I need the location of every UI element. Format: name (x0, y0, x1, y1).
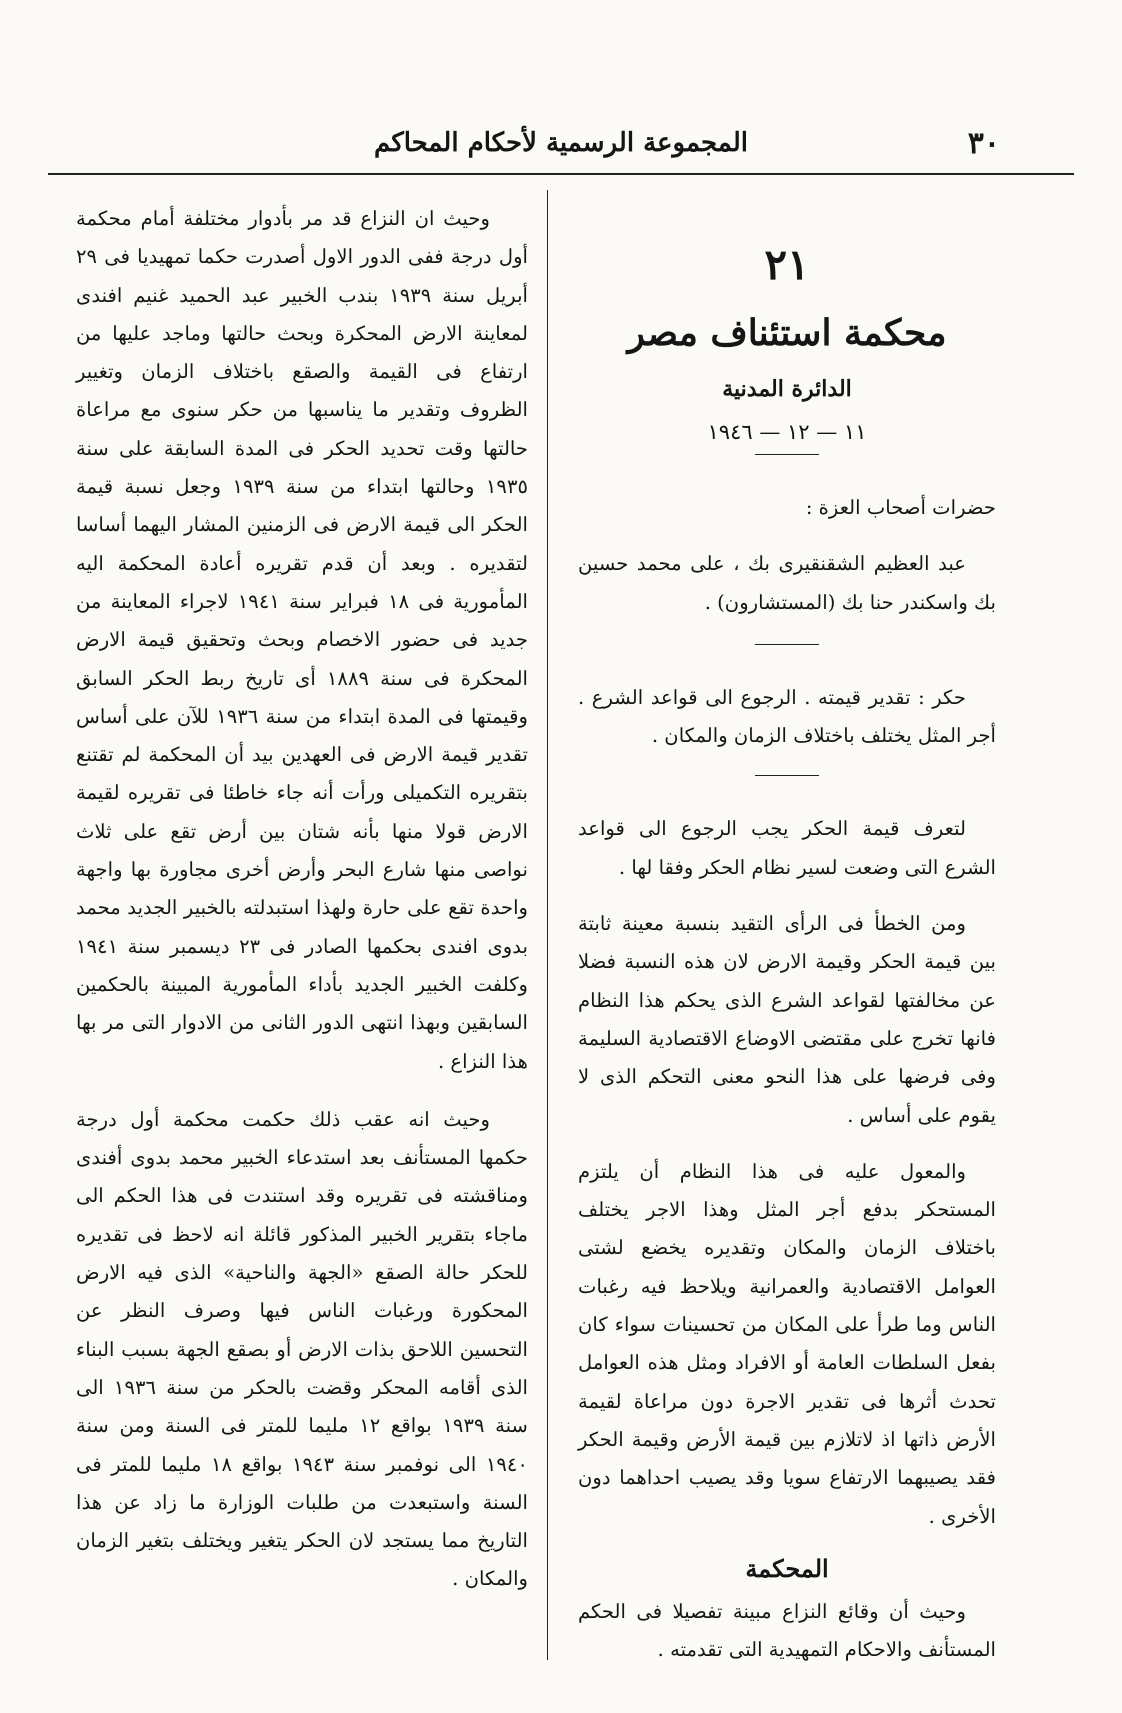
judges-list: عبد العظيم الشقنقيرى بك ، على محمد حسين بك واسكندر حنا بك (المستشارون) . (578, 552, 996, 614)
court-opening-paragraph: وحيث أن وقائع النزاع مبينة تفصيلا فى الحكم المستأنف والاحكام التمهيدية التى تقدمته . (578, 1599, 996, 1662)
header-rule (48, 173, 1074, 175)
principle-paragraph: والمعول عليه فى هذا النظام أن يلتزم المستحكر بدفع أجر المثل وهذا الاجر يختلف باختلاف الزمان والمكان وتقديره يخضع لشتى العوامل الاقتصادية والعمرانية ويلاحظ فيه رغبات الناس وما طرأ على المكان من تحسينات سواء كان بفعل السلطات العامة أو الافراد ومثل هذه العوامل تحدث أثرها فى تقدير الاجرة دون مراعاة لقيمة الأرض ذاتها اذ لاتلازم بين قيمة الأرض وقيمة الحكر فقد يصيبهما الارتفاع سويا وقد يصيب احداهما دون الأخرى . (578, 1159, 996, 1528)
page-number: ٣٠ (967, 126, 1000, 161)
section-title: المحكمة (745, 1553, 829, 1583)
principle-paragraph: ومن الخطأ فى الرأى التقيد بنسبة معينة ثابتة بين قيمة الحكر وقيمة الارض لان هذه النسبة فضلا عن مخالفتها لقواعد الشرع الذى يحكم هذا النظام فانها تخرج على مقتضى الاوضاع الاقتصادية السليمة وفى فرضها على هذا النحو معنى التحكم الذى لا يقوم على أساس . (578, 912, 996, 1127)
running-title: المجموعة الرسمية لأحكام المحاكم (374, 128, 748, 158)
judges-intro: حضرات أصحاب العزة : (805, 496, 996, 519)
judges-rule (755, 644, 819, 645)
circuit-name: الدائرة المدنية (722, 376, 852, 402)
body-paragraph: وحيث ان النزاع قد مر بأدوار مختلفة أمام محكمة أول درجة ففى الدور الاول أصدرت حكما تمهيديا فى ٢٩ أبريل سنة ١٩٣٩ بندب الخبير عبد الحميد غنيم افندى لمعاينة الارض المحكرة وبحث حالتها وماجد عليها من ارتفاع فى القيمة والصقع باختلاف الزمان وتغيير الظروف وتقدير ما يناسبها من حكر سنوى مع مراعاة حالتها وقت تحديد الحكر فى المدة السابقة على سنة ١٩٣٥ وحالتها ابتداء من سنة ١٩٣٩ وجعل نسبة قيمة الحكر الى قيمة الارض فى الزمنين المشار اليهما أساسا لتقديره . وبعد أن قدم تقريره أعادة المحكمة اليه المأمورية فى ١٨ فبراير سنة ١٩٤١ لاجراء المعاينة من جديد فى حضور الاخصام وبحث وتحقيق قيمة الارض المحكرة فى سنة ١٨٨٩ أى تاريخ ربط الحكر السابق وقيمتها فى المدة ابتداء من سنة ١٩٣٦ للآن على أساس تقدير قيمة الارض فى العهدين بيد أن المحكمة لم تقتنع بتقريره التكميلى ورأت أنه جاء خاطئا فى تقريره لقيمة الارض قولا منها بأنه شتان بين أرض تقع على ثلاث نواصى منها شارع البحر وأرض أخرى مجاورة بها واجهة واحدة تقع على حارة ولهذا استبدلته بالخبير الجديد محمد بدوى افندى بحكمها الصادر فى ٢٣ ديسمبر سنة ١٩٤١ وكلفت الخبير الجديد بأداء المأمورية المبينة بالحكمين السابقين وبهذا انتهى الدور الثانى من الادوار التى مر بها هذا النزاع . (76, 207, 529, 1073)
court-name: محكمة استئناف مصر (627, 312, 947, 354)
body-paragraph: وحيث انه عقب ذلك حكمت محكمة أول درجة حكمها المستأنف بعد استدعاء الخبير محمد بدوى أفندى ومناقشته فى تقريره وقد استندت فى هذا الحكم الى ماجاء بتقرير الخبير المذكور قائلة انه لاحظ فى تقديره للحكر حالة الصقع «الجهة والناحية» الذى فيه الارض المحكورة ورغبات الناس فيها وصرف النظر عن التحسين اللاحق بذات الارض أو بصقع الجهة بسبب البناء الذى أقامه المحكر وقضت بالحكر من سنة ١٩٣٦ الى سنة ١٩٣٩ بواقع ١٢ مليما للمتر فى السنة ومن سنة ١٩٤٠ الى نوفمبر سنة ١٩٤٣ بواقع ١٨ مليما للمتر فى السنة واستبعدت من طلبات الوزارة ما زاد عن هذا التاريخ مما يستجد لان الحكر يتغير ويختلف بتغير الزمان والمكان . (76, 1107, 528, 1591)
summary-rule (755, 775, 819, 776)
left-column (76, 200, 528, 1599)
page-header (48, 118, 1074, 178)
case-summary: حكر : تقدير قيمته . الرجوع الى قواعد الشرع . أجر المثل يختلف باختلاف الزمان والمكان . (578, 685, 996, 748)
judgment-date: ١١ — ١٢ — ١٩٤٦ (707, 420, 867, 444)
principle-paragraph: لتعرف قيمة الحكر يجب الرجوع الى قواعد الشرع التى وضعت لسير نظام الحكر وفقا لها . (578, 817, 996, 879)
right-column (578, 200, 996, 1669)
column-divider (547, 190, 548, 1660)
case-number: ٢١ (764, 240, 810, 289)
